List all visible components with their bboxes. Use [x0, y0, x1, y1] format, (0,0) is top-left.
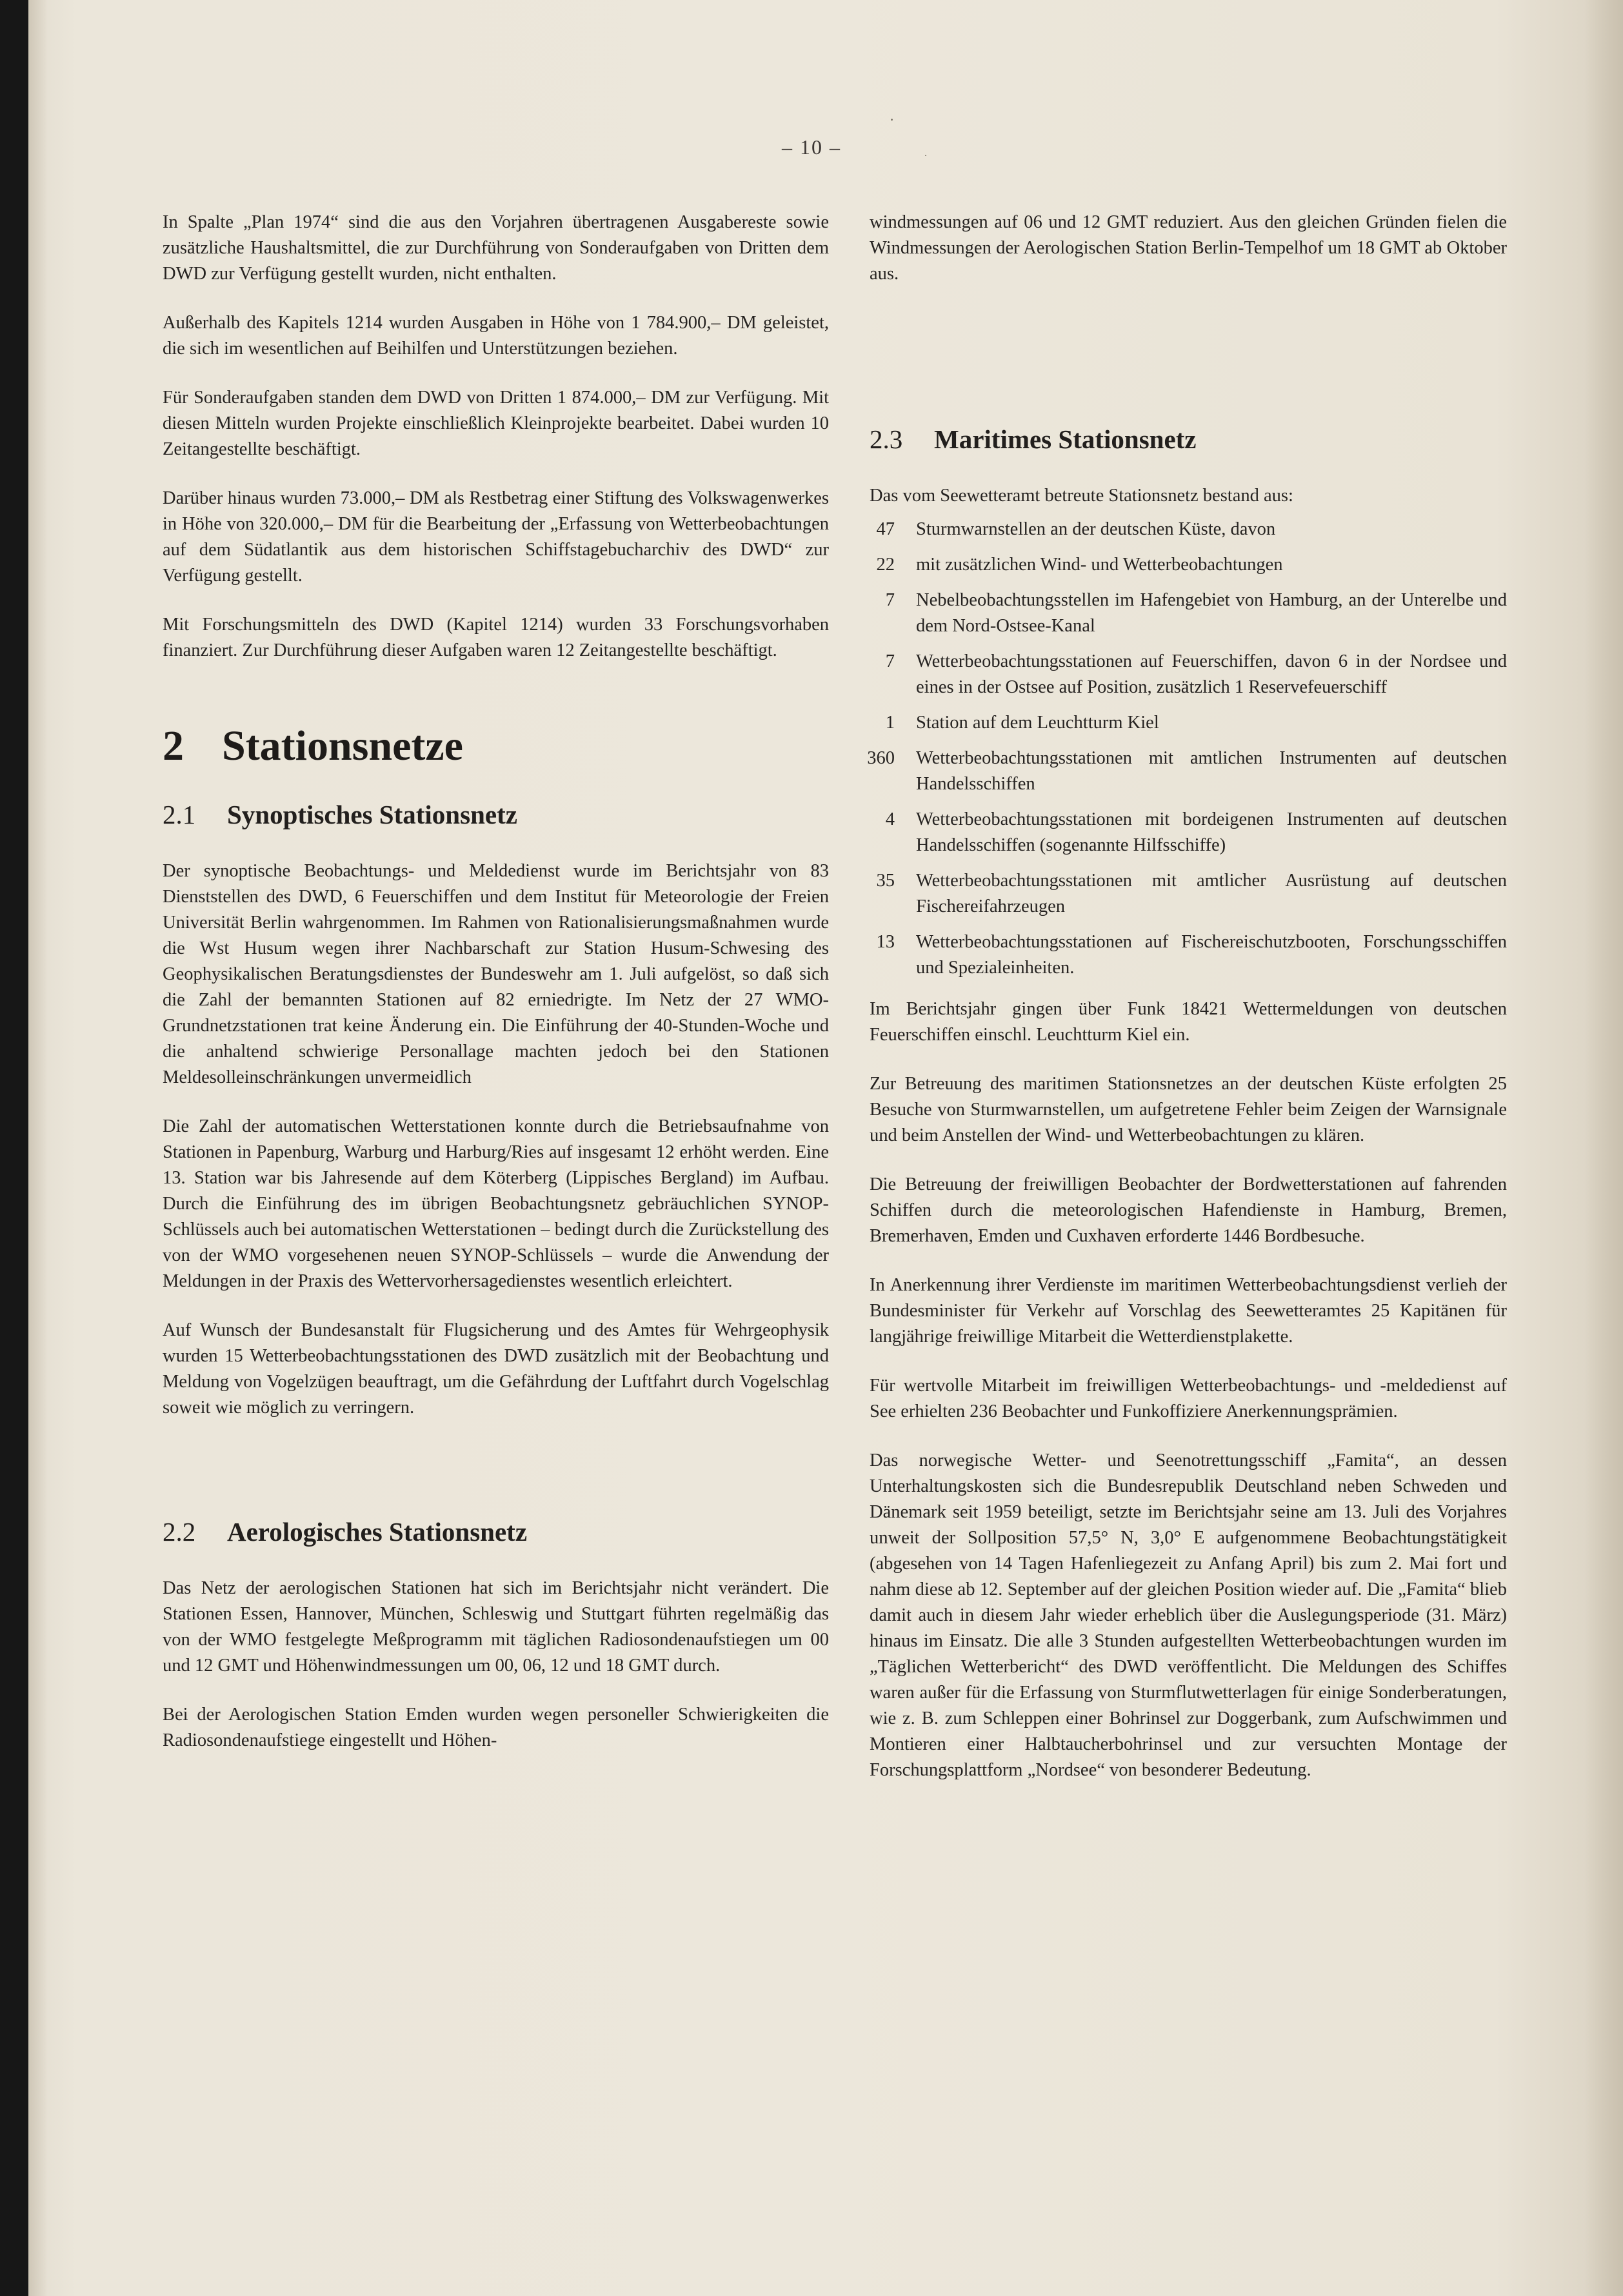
body-paragraph: Der synoptische Beobachtungs- und Meldedienst wurde im Berichtsjahr von 83 Dienststellen des DWD, 6 Feuerschiffen und dem Institut für Meteorologie der Freien Universität Berlin wahrgenommen. Im Rahmen von Rationalisierungsmaßnahmen wurde die Wst Husum wegen ihrer Nachbarschaft zur Station Husum-Schwesing des Geophysikalischen Beratungsdienstes der Bundeswehr am 1. Juli aufgelöst, so daß sich die Zahl der bemannten Stationen auf 82 erniedrigte. Im Netz der 27 WMO-Grundnetzstationen trat keine Änderung ein. Die Einführung der 40-Stunden-Woche und die anhaltend schwierige Personallage machten jedoch bei den Stationen Meldesolleinschränkungen unvermeidlich: [163, 861, 829, 1087]
list-item: [841, 552, 1507, 578]
list-item: [841, 746, 1507, 797]
chapter-number: 2: [163, 722, 184, 769]
list-item: [841, 517, 1507, 542]
right-column: [841, 210, 1507, 1806]
station-description: Station auf dem Leuchtturm Kiel: [916, 713, 1159, 733]
intro-paragraph: Mit Forschungsmitteln des DWD (Kapitel 1214) wurden 33 Forschungsvorhaben finanziert. Zur Durchführung dieser Aufgaben waren 12 Zeitangestellte beschäftigt.: [163, 615, 829, 660]
list-item: [841, 929, 1507, 981]
station-count: 360: [867, 748, 895, 768]
station-count: 7: [885, 590, 895, 610]
intro-paragraph: Für Sonderaufgaben standen dem DWD von Dritten 1 874.000,– DM zur Verfügung. Mit diesen Mitteln wurden Projekte einschließlich Kleinprojekte bearbeitet. Dabei wurden 10 Zeitangestellte beschäftigt.: [163, 388, 829, 459]
body-paragraph: Die Betreuung der freiwilligen Beobachter der Bordwetterstationen auf fahrenden Schiffen durch die meteorologischen Hafendienste in Hamburg, Bremen, Bremerhaven, Emden und Cuxhaven erforderte 1446 Bordbesuche.: [870, 1174, 1507, 1246]
intro-paragraph: In Spalte „Plan 1974“ sind die aus den Vorjahren übertragenen Ausgabereste sowie zusätzliche Haushaltsmittel, die zur Durchführung von Sonderaufgaben von Dritten dem DWD zur Verfügung gestellt wurden, nicht enthalten.: [163, 212, 829, 284]
page-number: – 10 –: [782, 135, 841, 159]
station-list: [841, 517, 1507, 981]
chapter-title: Stationsnetze: [222, 722, 463, 769]
body-paragraph: Auf Wunsch der Bundesanstalt für Flugsicherung und des Amtes für Wehrgeophysik wurden 15 Wetterbeobachtungsstationen des DWD zusätzlich mit der Beobachtung und Meldung von Vogelzügen beauftragt, um die Gefährdung der Luftfahrt durch Vogelschlag soweit wie möglich zu verringern.: [163, 1320, 829, 1418]
station-description: Wetterbeobachtungsstationen mit amtlicher Ausrüstung auf deutschen Fischereifahrzeugen: [916, 871, 1507, 916]
body-paragraph: Im Berichtsjahr gingen über Funk 18421 Wettermeldungen von deutschen Feuerschiffen einschl. Leuchtturm Kiel ein.: [870, 999, 1507, 1045]
station-description: Wetterbeobachtungsstationen mit amtlichen Instrumenten auf deutschen Handelsschiffen: [916, 748, 1507, 794]
list-item: [841, 868, 1507, 920]
station-count: 47: [876, 519, 895, 539]
station-description: Wetterbeobachtungsstationen mit bordeigenen Instrumenten auf deutschen Handelsschiffen (sogenannte Hilfsschiffe): [916, 809, 1507, 855]
list-item: [841, 649, 1507, 700]
body-paragraph: Die Zahl der automatischen Wetterstationen konnte durch die Betriebsaufnahme von Stationen in Papenburg, Warburg und Harburg/Ries auf insgesamt 12 erhöht werden. Eine 13. Station war bis Jahresende auf dem Köterberg (Lippisches Bergland) im Aufbau. Durch die Einführung des im übrigen Beobachtungsnetz gebräuchlichen SYNOP-Schlüssels auch bei automatischen Wetterstationen – bedingt durch die Zurückstellung des von der WMO vorgesehenen neuen SYNOP-Schlüssels – wurde die Anwendung der Meldungen in der Praxis des Wettervorhersagedienstes wesentlich erleichtert.: [163, 1116, 829, 1291]
station-description: mit zusätzlichen Wind- und Wetterbeobachtungen: [916, 555, 1283, 575]
body-paragraph: Bei der Aerologischen Station Emden wurden wegen personeller Schwierigkeiten die Radiosondenaufstiege eingestellt und Höhen-: [163, 1705, 829, 1750]
station-count: 7: [885, 651, 895, 671]
body-paragraph: In Anerkennung ihrer Verdienste im maritimen Wetterbeobachtungsdienst verlieh der Bundesminister für Verkehr auf Vorschlag des Seewetteramtes 25 Kapitänen für langjährige freiwillige Mitarbeit die Wetterdienstplakette.: [870, 1275, 1507, 1347]
station-count: 1: [885, 713, 895, 733]
section-number: 2.3: [870, 424, 903, 454]
station-description: Wetterbeobachtungsstationen auf Feuerschiffen, davon 6 in der Nordsee und eines in der Ostsee auf Position, zusätzlich 1 Reservefeuerschiff: [916, 651, 1507, 697]
list-item: [841, 710, 1507, 736]
scan-speck: [891, 119, 893, 121]
body-paragraph: Das norwegische Wetter- und Seenotrettungsschiff „Famita“, an dessen Unterhaltungskosten sich die Bundesrepublik Deutschland neben Schweden und Dänemark seit 1959 beteiligt, setzte im Berichtsjahr seine am 13. Juli des Vorjahres unweit der Sollposition 57,5° N, 3,0° E aufgenommene Beobachtungstätigkeit (abgesehen von 14 Tagen Hafenliegezeit zu Anfang April) bis zum 2. Mai fort und nahm diese ab 12. September auf der gleichen Position wieder auf. Die „Famita“ blieb damit auch in diesem Jahr wieder erheblich über die Auslegungsperiode (31. März) hinaus im Einsatz. Die alle 3 Stunden aufgestellten Wetterbeobachtungen wurden im „Täglichen Wetterbericht“ des DWD veröffentlicht. Die Meldungen des Schiffes waren außer für die Erfassung von Sturmflutwetterlagen für einige Sonderberatungen, wie z. B. zum Schleppen einer Bohrinsel zur Doggerbank, zum Aufschwimmen und Montieren einer Halbtaucherbohrinsel und zur versuchten Montage der Forschungsplattform „Nordsee“ von besonderer Bedeutung.: [870, 1450, 1507, 1780]
station-count: 13: [876, 932, 895, 952]
station-description: Nebelbeobachtungsstellen im Hafengebiet von Hamburg, an der Unterelbe und dem Nord-Ostsee-Kanal: [916, 590, 1507, 636]
body-paragraph: Zur Betreuung des maritimen Stationsnetzes an der deutschen Küste erfolgten 25 Besuche von Sturmwarnstellen, um aufgetretene Fehler beim Zeigen der Warnsignale und beim Anstellen der Wind- und Wetterbeobachtungen zu klären.: [870, 1074, 1507, 1145]
section-title: Synoptisches Stationsnetz: [227, 800, 517, 829]
section-title: Aerologisches Stationsnetz: [227, 1517, 528, 1547]
chapter-heading: [163, 720, 829, 772]
section-number: 2.1: [163, 800, 196, 829]
continuation-paragraph: windmessungen auf 06 und 12 GMT reduziert. Aus den gleichen Gründen fielen die Windmessungen der Aerologischen Station Berlin-Tempelhof um 18 GMT ab Oktober aus.: [870, 212, 1507, 284]
body-paragraph: Für wertvolle Mitarbeit im freiwilligen Wetterbeobachtungs- und -meldedienst auf See erhielten 236 Beobachter und Funkoffiziere Anerkennungsprämien.: [870, 1376, 1507, 1421]
station-count: 4: [885, 809, 895, 829]
station-description: Sturmwarnstellen an der deutschen Küste, davon: [916, 519, 1276, 539]
station-description: Wetterbeobachtungsstationen auf Fischereischutzbooten, Forschungsschiffen und Spezialeinheiten.: [916, 932, 1507, 978]
section-number: 2.2: [163, 1517, 196, 1547]
intro-paragraph: Außerhalb des Kapitels 1214 wurden Ausgaben in Höhe von 1 784.900,– DM geleistet, die sich im wesentlichen auf Beihilfen und Unterstützungen beziehen.: [163, 313, 829, 359]
list-item: [841, 588, 1507, 639]
station-count: 35: [876, 871, 895, 891]
intro-paragraph: Darüber hinaus wurden 73.000,– DM als Restbetrag einer Stiftung des Volkswagenwerkes in Höhe von 320.000,– DM für die Bearbeitung der „Erfassung von Wetterbeobachtungen auf dem Südatlantik aus dem historischen Schiffstagebucharchiv des DWD“ zur Verfügung gestellt.: [163, 488, 829, 586]
left-column: [163, 210, 829, 1777]
section-heading-2-1: [163, 798, 829, 831]
section-title: Maritimes Stationsnetz: [934, 424, 1197, 454]
list-lead: Das vom Seewetteramt betreute Stationsnetz bestand aus:: [870, 486, 1293, 506]
body-paragraph: Das Netz der aerologischen Stationen hat sich im Berichtsjahr nicht verändert. Die Stationen Essen, Hannover, München, Schleswig und Stuttgart führten regelmäßig das von der WMO festgelegte Meßprogramm mit täglichen Radiosondenaufstiegen um 00 und 12 GMT und Höhenwindmessungen um 00, 06, 12 und 18 GMT durch.: [163, 1578, 829, 1676]
section-heading-2-2: [163, 1515, 829, 1549]
station-count: 22: [876, 555, 895, 575]
list-item: [841, 807, 1507, 858]
section-heading-2-3: [870, 422, 1507, 456]
